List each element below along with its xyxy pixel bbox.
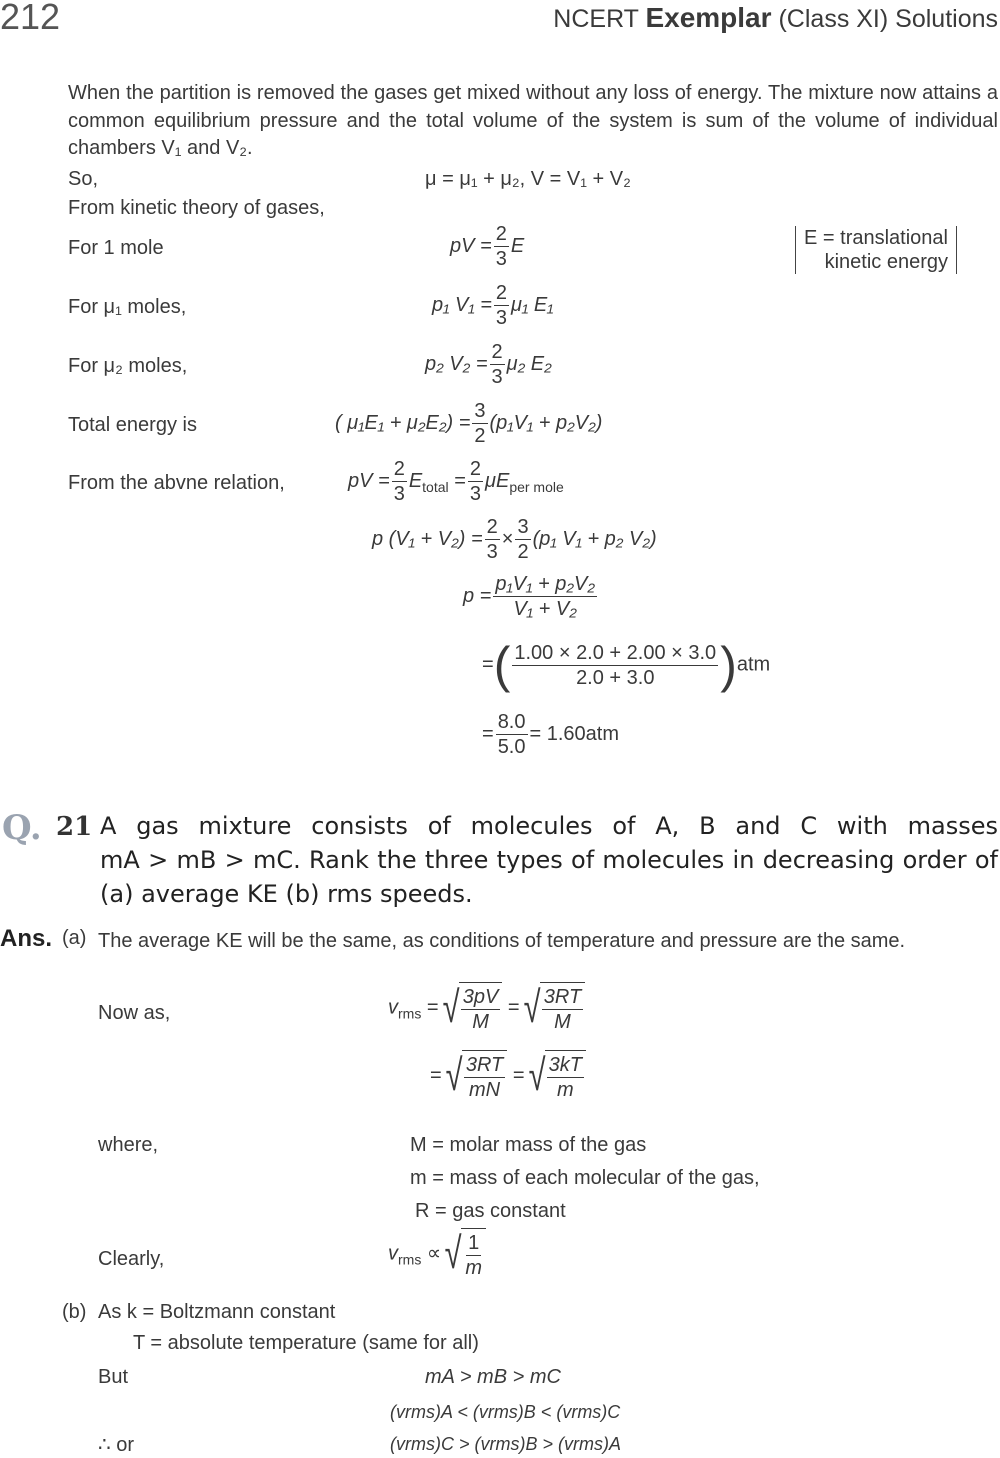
lhs: p (V₁ + V₂) = — [372, 527, 483, 550]
equation-vrms-1: $v_{rms}$ = √ $\frac{3pV}{M}$ = √ $\frac{3RT}{M}$ — [388, 982, 585, 1034]
rhs: E — [510, 234, 525, 257]
num: 2 — [495, 223, 507, 245]
question-line: A gas mixture consists of molecules of A, B and C with masses — [100, 812, 998, 840]
lhs: ( μ₁E₁ + μ₂E₂) = — [335, 411, 471, 434]
den: 3 — [495, 248, 507, 270]
rhs: μ₂ E₂ — [506, 352, 552, 375]
equation-step1 — [372, 515, 657, 564]
clearly-label: Clearly, — [98, 1248, 165, 1270]
rhs: (p₁V₁ + p₂V₂) — [489, 411, 603, 434]
kinetic-text: From kinetic theory of gases, — [68, 197, 325, 219]
den: 2 — [517, 541, 529, 563]
rhs: (p₁ V₁ + p₂ V₂) — [532, 527, 657, 550]
times: × — [501, 527, 514, 550]
header-prefix: NCERT — [553, 5, 646, 33]
part-b-text: T = absolute temperature (same for all) — [133, 1332, 479, 1354]
mu2-label: For μ₂ moles, — [68, 355, 188, 377]
den: M — [554, 1011, 571, 1033]
num: p₁V₁ + p₂V₂ — [495, 573, 595, 595]
lhs: p₂ V₂ = — [425, 352, 488, 375]
mu1-label: For μ₁ moles, — [68, 296, 187, 318]
num: 8.0 — [497, 711, 526, 733]
question-line: mA > mB > mC. Rank the three types of molecules in decreasing order of — [100, 846, 998, 874]
sub: rms — [398, 1251, 422, 1268]
intro-paragraph: When the partition is removed the gases get mixed without any loss of energy. The mixture now attains a common equilibrium pressure and the total volume of the system is sum of the volume of individual chambers V₁ and V₂. — [68, 82, 998, 159]
header-bold: Exemplar — [645, 2, 772, 33]
den: 3 — [393, 483, 405, 505]
so-label: So, — [68, 168, 99, 190]
den: m — [465, 1257, 483, 1279]
speed-order: (vrms)A < (vrms)B < (vrms)C — [390, 1402, 621, 1422]
den: V₁ + V₂ — [513, 598, 577, 620]
where-label: where, — [98, 1134, 159, 1156]
rhs: μE — [485, 469, 510, 492]
lhs: p₁ V₁ = — [432, 293, 492, 316]
den: 2.0 + 3.0 — [576, 666, 655, 689]
equation-vrms-2: = √ $\frac{3RT}{mN}$ = √ $\frac{3kT}{m}$ — [430, 1050, 586, 1102]
den: mN — [469, 1079, 501, 1101]
equation-step3: =( $\frac{1.00 \times 2.0 + 2.00 \times 3.0}{2.0 + 3.0}$ )atm — [482, 637, 771, 693]
den: 2 — [474, 425, 486, 447]
num: 2 — [486, 516, 498, 538]
unit: atm — [736, 653, 771, 676]
rhs: = 1.60atm — [529, 722, 620, 745]
num: 3RT — [543, 986, 582, 1008]
equation-step2 — [463, 572, 599, 621]
part-b-text: As k = Boltzmann constant — [98, 1301, 336, 1323]
definition: m = mass of each molecular of the gas, — [410, 1167, 760, 1189]
den: 3 — [469, 483, 482, 505]
relation-label: From the abvne relation, — [68, 472, 285, 494]
num: 2 — [469, 458, 482, 480]
question-line: (a) average KE (b) rms speeds. — [100, 880, 473, 908]
prop: ∝ — [426, 1242, 442, 1265]
num: 2 — [491, 341, 503, 363]
num: 3 — [517, 516, 529, 538]
note-line: E = translational — [804, 227, 948, 249]
part-a-label: (a) — [62, 927, 87, 949]
num: 1.00 × 2.0 + 2.00 × 3.0 — [514, 641, 717, 664]
den: 3 — [495, 307, 507, 329]
eq: = — [507, 996, 520, 1019]
equation-relation — [348, 457, 564, 506]
num: 1 — [468, 1232, 480, 1254]
num: 3kT — [548, 1054, 583, 1076]
equation-one-mole — [450, 222, 524, 271]
eq: = — [512, 1064, 525, 1087]
equation-sum: μ = μ₁ + μ₂, V = V₁ + V₂ — [425, 168, 631, 190]
now-as-label: Now as, — [98, 1002, 171, 1024]
page-number: 212 — [0, 0, 61, 37]
part-a-text: The average KE will be the same, as conditions of temperature and pressure are the same. — [98, 930, 906, 952]
bracket-note — [795, 226, 957, 274]
sub: total — [422, 478, 449, 495]
equation-mu1 — [432, 281, 553, 330]
header-suffix: (Class XI) Solutions — [771, 5, 998, 33]
speed-order: (vrms)C > (vrms)B > (vrms)A — [390, 1434, 621, 1454]
mid: E — [408, 469, 423, 492]
lhs: p = — [463, 584, 492, 607]
num: 3 — [474, 400, 486, 422]
den: 3 — [486, 541, 498, 563]
sub: rms — [398, 1005, 422, 1022]
num: 2 — [393, 458, 405, 480]
lhs: = — [482, 722, 494, 745]
num: 3RT — [465, 1054, 504, 1076]
equation-step4 — [482, 710, 619, 759]
part-b-label: (b) — [62, 1301, 87, 1323]
equation-mu2 — [425, 340, 552, 389]
lhs: pV = — [450, 234, 492, 257]
running-header — [553, 2, 998, 34]
lhs: pV = — [348, 469, 390, 492]
eq: = — [448, 469, 466, 492]
v: v — [388, 996, 398, 1019]
but-label: But — [98, 1366, 129, 1388]
total-label: Total energy is — [68, 414, 197, 436]
lhs: = — [482, 653, 494, 676]
equation-proportional: $v_{rms}$ ∝ √ $\frac{1}{m}$ — [388, 1228, 486, 1280]
rhs: μ₁ E₁ — [511, 293, 554, 316]
den: 5.0 — [497, 736, 526, 758]
definition: M = molar mass of the gas — [410, 1134, 647, 1156]
note-line: kinetic energy — [824, 251, 948, 273]
den: M — [472, 1011, 489, 1033]
equation-total — [335, 399, 602, 448]
question-number: 21 — [56, 812, 93, 842]
therefore-label: ∴ or — [98, 1434, 135, 1456]
num: 3pV — [462, 986, 499, 1008]
eq: = — [430, 1064, 442, 1087]
eq: = — [426, 996, 439, 1019]
mass-order: mA > mB > mC — [425, 1366, 561, 1388]
den: 3 — [491, 366, 503, 388]
sub: per mole — [509, 478, 564, 495]
num: 2 — [495, 282, 507, 304]
definition: R = gas constant — [415, 1200, 566, 1222]
question-marker: Q. — [2, 808, 42, 848]
one-mole-label: For 1 mole — [68, 237, 164, 259]
v: v — [388, 1242, 398, 1265]
den: m — [557, 1079, 574, 1101]
answer-label: Ans. — [0, 925, 53, 952]
